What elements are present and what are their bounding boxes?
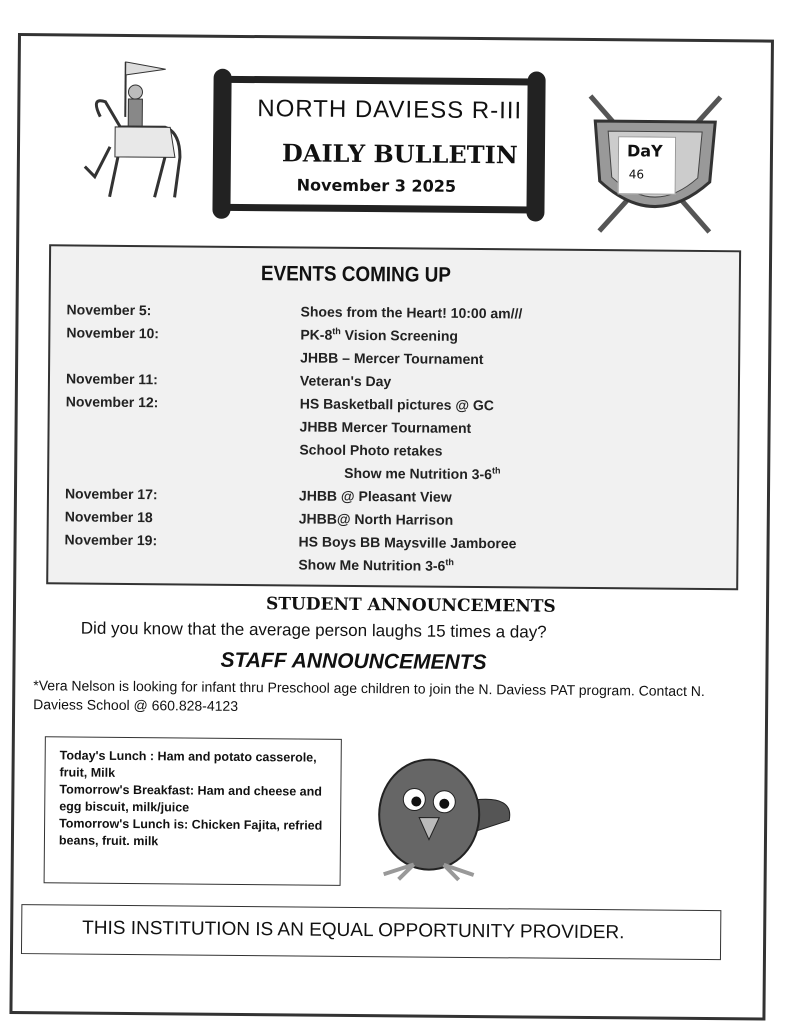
event-row [48,530,736,556]
scroll-right-roll [526,71,545,221]
event-date: November 11: [65,370,158,388]
event-row [50,300,738,326]
event-text-main: JHBB @ Pleasant View [298,487,452,505]
event-text [299,509,454,528]
page-title: DAILY BULLETIN [281,138,518,170]
menu-today-lunch: Today's Lunch : Ham and potato casserole, fruit, Milk [59,748,317,780]
event-date: November 10: [66,324,160,342]
event-row [50,346,738,372]
event-text [344,464,500,483]
bulletin-page [9,33,774,1021]
event-text [300,394,494,414]
menu-tomorrow-lunch: Tomorrow's Lunch is: Chicken Fajita, refried beans, fruit. milk [58,816,323,849]
staff-announcement-text: *Vera Nelson is looking for infant thru Preschool age children to join the N. Daviess PAT program. Contact N. Daviess School @ 660.828-4123 [33,677,705,714]
event-text-main: Veteran's Day [299,372,392,390]
event-date: November 5: [66,301,152,319]
bulletin-date: November 3 2025 [296,175,457,196]
knight-on-horse-icon [79,57,190,208]
scroll-left-roll [212,69,231,219]
event-text [300,371,391,390]
event-row [48,553,736,579]
student-announcements-heading: STUDENT ANNOUNCEMENTS [265,594,556,617]
event-row [50,323,738,349]
event-text [300,348,483,368]
day-counter [618,136,677,195]
event-row [49,461,737,487]
turkey-bird-icon [344,739,525,891]
events-box [46,244,741,590]
day-number: 46 [628,167,645,182]
event-row [49,438,737,464]
event-text-superscript: th [491,465,501,476]
day-label: DaY [626,141,663,161]
event-date: November 19: [64,531,158,549]
event-text-main: PK-8 [300,326,333,343]
equal-opportunity-statement: THIS INSTITUTION IS AN EQUAL OPPORTUNITY PROVIDER. [82,917,625,944]
event-text-main: HS Basketball pictures @ GC [299,395,494,414]
event-text [299,417,471,436]
title-banner [219,76,538,214]
event-date: November 18 [64,508,153,526]
event-date: November 17: [64,485,158,503]
event-text [299,440,442,459]
school-name: NORTH DAVIESS R-III [257,95,523,125]
menu-box [44,736,342,886]
menu-tomorrow-breakfast: Tomorrow's Breakfast: Ham and cheese and egg biscuit, milk/juice [59,782,322,815]
event-text-main: HS Boys BB Maysville Jamboree [298,533,517,552]
event-date: November 12: [65,393,159,411]
event-text [301,302,523,322]
event-text [298,555,454,574]
event-row [49,484,737,510]
event-text [300,325,458,344]
event-text-main: JHBB@ North Harrison [298,510,454,528]
event-text-main: JHBB – Mercer Tournament [300,349,484,368]
student-announcement-text: Did you know that the average person laughs 15 times a day? [80,618,547,642]
event-text-main: Show Me Nutrition 3-6 [298,556,446,574]
event-text-rest: Vision Screening [340,326,459,344]
event-row [50,392,738,418]
equal-opportunity-box [21,904,721,960]
staff-announcements-heading: STAFF ANNOUNCEMENTS [220,648,487,675]
event-text-superscript: th [332,326,341,337]
event-row [50,369,738,395]
event-text [299,486,452,505]
event-text-superscript: th [445,557,454,568]
event-row [49,507,737,533]
event-text-main: School Photo retakes [299,441,443,459]
event-text-main: Show me Nutrition 3-6 [344,464,493,483]
event-row [49,415,737,441]
events-heading: EVENTS COMING UP [260,262,452,287]
event-text-main: JHBB Mercer Tournament [299,418,472,436]
event-text [298,532,516,552]
event-text-main: Shoes from the Heart! 10:00 am/// [300,303,523,322]
